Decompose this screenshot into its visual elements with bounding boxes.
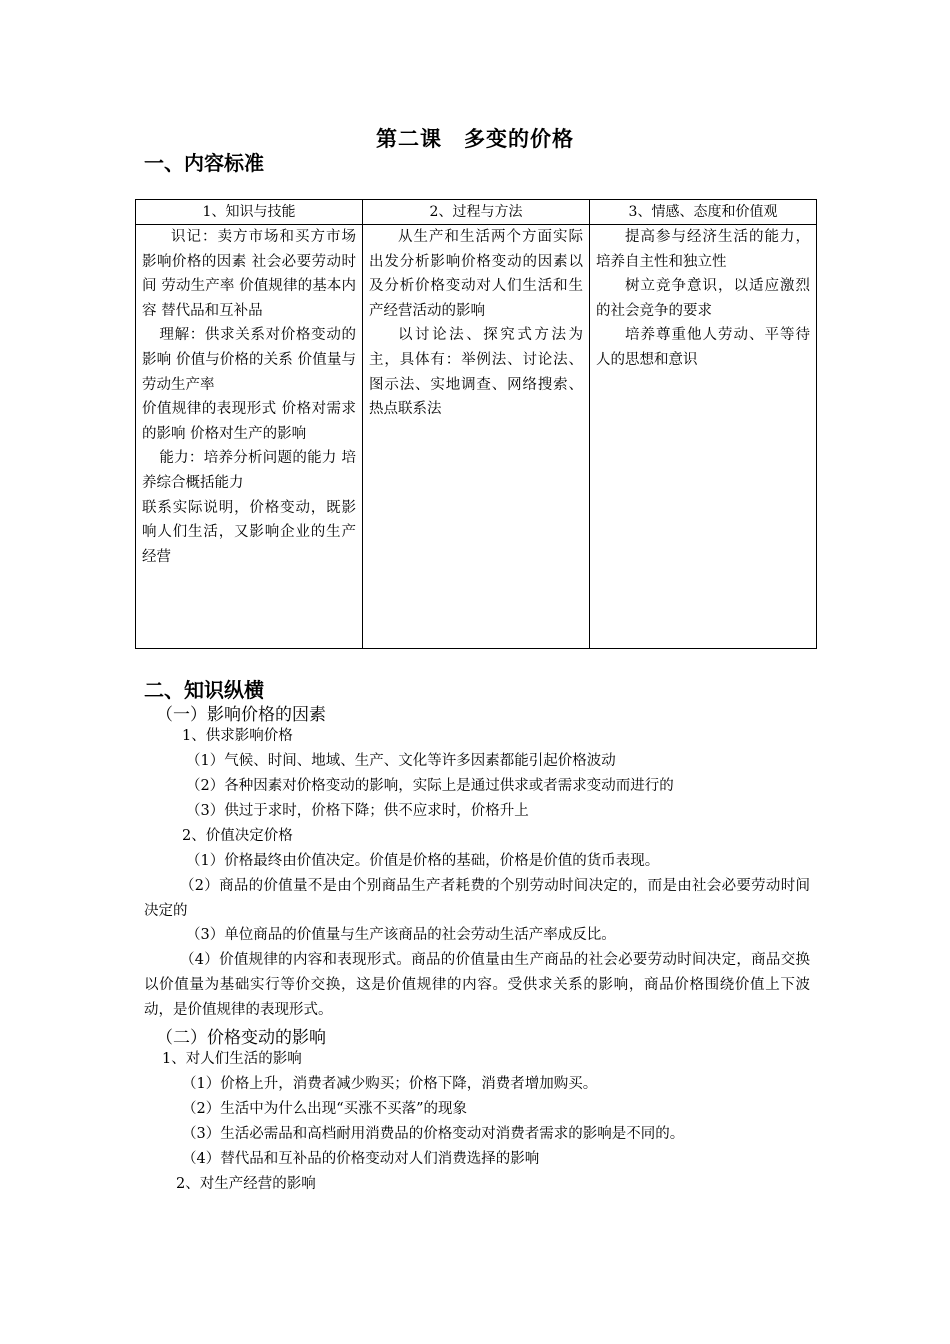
table-row [136,225,817,649]
list-item: （3）单位商品的价值量与生产该商品的社会劳动生活产率成反比。 [186,927,616,943]
list-item: （2）生活中为什么出现“买涨不买落”的现象 [182,1101,468,1117]
table-cell-paragraph: 识记：卖方市场和买方市场 影响价格的因素 社会必要劳动时间 劳动生产率 价值规律的基本内容 替代品和互补品 [142,229,356,319]
list-item: （3）生活必需品和高档耐用消费品的价格变动对消费者需求的影响是不同的。 [182,1126,685,1142]
paragraph: （2）商品的价值量不是由个别商品生产者耗费的个别劳动时间决定的，而是由社会必要劳动时间决定的 [144,878,810,919]
content-standard-table [135,199,817,649]
paragraph: （4）价值规律的内容和表现形式。商品的价值量由生产商品的社会必要劳动时间决定，商品交换以价值量为基础实行等价交换，这是价值规律的内容。受供求关系的影响，商品价格围绕价值上下波动，是价值规律的表现形式。 [144,952,810,1018]
list-item: 1、供求影响价格 [182,728,293,744]
subsection-title: （二）价格变动的影响 [156,1028,326,1048]
table-header-cell: 2、过程与方法 [363,200,590,225]
attitude-values-cell [590,225,817,649]
table-cell-paragraph: 联系实际说明，价格变动，既影响人们生活，又影响企业的生产经营 [142,499,356,565]
table-cell-paragraph: 从生产和生活两个方面实际出发分析影响价格变动的因素以及分析价格变动对人们生活和生产经营活动的影响 [369,229,583,319]
table-header-row [136,200,817,225]
knowledge-skills-cell [136,225,363,649]
list-item: （1）气候、时间、地域、生产、文化等许多因素都能引起价格波动 [186,753,616,769]
section1-heading: 一、内容标准 [144,151,264,175]
table-header-cell: 3、情感、态度和价值观 [590,200,817,225]
table-cell-paragraph: 价值规律的表现形式 价格对需求的影响 价格对生产的影响 [142,401,356,442]
page-title: 第二课 多变的价格 [376,127,574,151]
list-item: 2、价值决定价格 [182,828,293,844]
list-item: （4）替代品和互补品的价格变动对人们消费选择的影响 [182,1151,540,1167]
table-cell-paragraph: 培养尊重他人劳动、平等待人的思想和意识 [596,327,810,368]
table-header-cell: 1、知识与技能 [136,200,363,225]
list-item: （2）各种因素对价格变动的影响，实际上是通过供求或者需求变动而进行的 [186,778,674,794]
list-item: （3）供过于求时，价格下降；供不应求时，价格升上 [186,803,529,819]
table-cell-paragraph: 提高参与经济生活的能力，培养自主性和独立性 [596,229,810,270]
table-cell-paragraph: 以讨论法、探究式方法为主，具体有：举例法、讨论法、图示法、实地调查、网络搜索、热点联系法 [369,327,583,418]
list-item: 2、对生产经营的影响 [176,1176,316,1192]
list-item: （1）价格最终由价值决定。价值是价格的基础，价格是价值的货币表现。 [186,853,660,869]
subsection-title: （一）影响价格的因素 [156,705,326,725]
section2-heading: 二、知识纵横 [144,678,264,702]
list-item: （1）价格上升，消费者减少购买；价格下降，消费者增加购买。 [182,1076,598,1092]
table-cell-paragraph: 树立竞争意识，以适应激烈的社会竞争的要求 [596,278,810,319]
list-item: 1、对人们生活的影响 [162,1051,302,1067]
process-methods-cell [363,225,590,649]
table-cell-paragraph: 能力：培养分析问题的能力 培养综合概括能力 [142,450,356,491]
table-cell-paragraph: 理解：供求关系对价格变动的影响 价值与价格的关系 价值量与劳动生产率 [142,327,356,393]
